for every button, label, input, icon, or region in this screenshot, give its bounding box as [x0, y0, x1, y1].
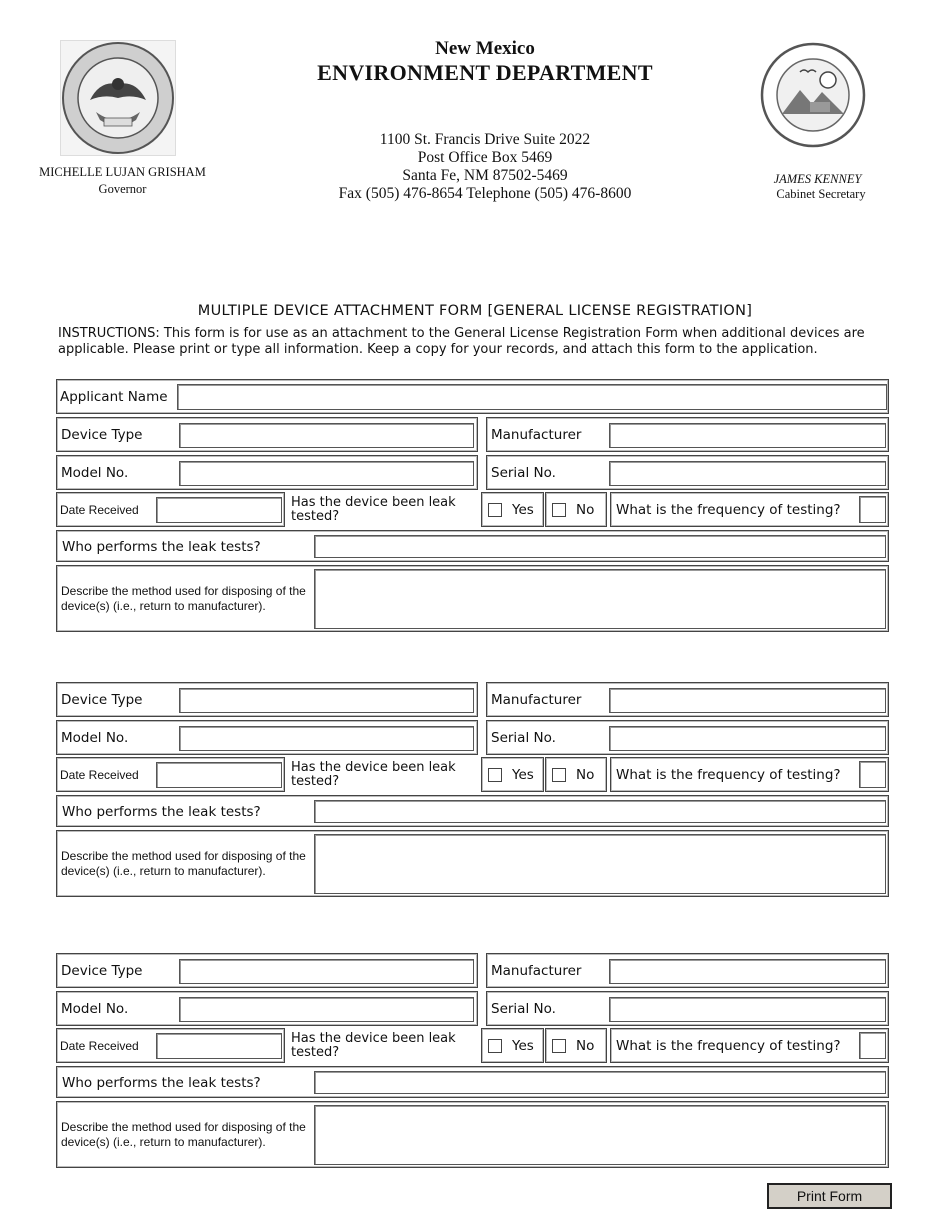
frequency-row — [610, 1028, 889, 1063]
disposal-textarea[interactable] — [314, 1105, 886, 1165]
no-checkbox[interactable] — [552, 1039, 566, 1053]
environment-dept-seal-logo — [760, 42, 866, 148]
device-type-label: Device Type — [61, 963, 143, 979]
who-performs-row — [56, 530, 889, 562]
no-label: No — [576, 1038, 595, 1054]
no-label: No — [576, 502, 595, 518]
no-checkbox[interactable] — [552, 503, 566, 517]
date-received-row — [56, 492, 285, 527]
state-name: New Mexico — [435, 38, 535, 59]
frequency-input[interactable] — [859, 1032, 886, 1059]
date-received-row — [56, 1028, 285, 1063]
manufacturer-row — [486, 417, 889, 452]
no-option[interactable] — [545, 757, 607, 792]
device-type-input[interactable] — [179, 688, 474, 713]
applicant-name-label: Applicant Name — [60, 389, 168, 405]
frequency-input[interactable] — [859, 496, 886, 523]
address-line: Santa Fe, NM 87502-5469 — [402, 167, 568, 184]
device-type-input[interactable] — [179, 959, 474, 984]
yes-label: Yes — [512, 1038, 534, 1054]
model-no-row — [56, 720, 478, 755]
disposal-row — [56, 1101, 889, 1168]
manufacturer-row — [486, 682, 889, 717]
disposal-textarea[interactable] — [314, 569, 886, 629]
model-no-label: Model No. — [61, 1001, 129, 1017]
who-performs-label: Who performs the leak tests? — [62, 804, 261, 820]
date-received-label: Date Received — [60, 1039, 139, 1053]
yes-option[interactable] — [481, 757, 544, 792]
who-performs-label: Who performs the leak tests? — [62, 539, 261, 555]
date-received-input[interactable] — [156, 497, 282, 523]
manufacturer-row — [486, 953, 889, 988]
who-performs-input[interactable] — [314, 800, 886, 823]
serial-no-label: Serial No. — [491, 1001, 556, 1017]
model-no-input[interactable] — [179, 461, 474, 486]
leak-tested-question: Has the device been leak tested? — [291, 1031, 456, 1060]
disposal-row — [56, 565, 889, 632]
who-performs-input[interactable] — [314, 535, 886, 558]
manufacturer-label: Manufacturer — [491, 427, 582, 443]
yes-checkbox[interactable] — [488, 768, 502, 782]
form-title: MULTIPLE DEVICE ATTACHMENT FORM [GENERAL LICENSE REGISTRATION] — [197, 303, 753, 319]
device-type-row — [56, 953, 478, 988]
device-type-row — [56, 682, 478, 717]
model-no-label: Model No. — [61, 730, 129, 746]
leak-tested-question: Has the device been leak tested? — [291, 495, 456, 524]
date-received-label: Date Received — [60, 768, 139, 782]
serial-no-input[interactable] — [609, 461, 886, 486]
date-received-row — [56, 757, 285, 792]
address-line: Post Office Box 5469 — [417, 149, 553, 166]
model-no-row — [56, 991, 478, 1026]
yes-label: Yes — [512, 767, 534, 783]
serial-no-label: Serial No. — [491, 465, 556, 481]
frequency-row — [610, 492, 889, 527]
model-no-input[interactable] — [179, 726, 474, 751]
applicant-row — [56, 379, 889, 414]
address-line: 1100 St. Francis Drive Suite 2022 — [379, 131, 591, 148]
who-performs-label: Who performs the leak tests? — [62, 1075, 261, 1091]
serial-no-input[interactable] — [609, 997, 886, 1022]
serial-no-input[interactable] — [609, 726, 886, 751]
disposal-label: Describe the method used for disposing of the device(s) (i.e., return to manufacturer). — [61, 849, 306, 878]
no-option[interactable] — [545, 1028, 607, 1063]
date-received-input[interactable] — [156, 1033, 282, 1059]
manufacturer-input[interactable] — [609, 423, 886, 448]
yes-label: Yes — [512, 502, 534, 518]
yes-option[interactable] — [481, 1028, 544, 1063]
manufacturer-input[interactable] — [609, 959, 886, 984]
serial-no-row — [486, 455, 889, 490]
device-type-row — [56, 417, 478, 452]
disposal-label: Describe the method used for disposing of the device(s) (i.e., return to manufacturer). — [61, 584, 306, 613]
device-type-label: Device Type — [61, 692, 143, 708]
applicant-name-input[interactable] — [177, 384, 887, 410]
yes-checkbox[interactable] — [488, 503, 502, 517]
no-checkbox[interactable] — [552, 768, 566, 782]
yes-option[interactable] — [481, 492, 544, 527]
governor-name: MICHELLE LUJAN GRISHAM — [39, 165, 206, 179]
manufacturer-label: Manufacturer — [491, 963, 582, 979]
manufacturer-label: Manufacturer — [491, 692, 582, 708]
serial-no-row — [486, 991, 889, 1026]
department-name: ENVIRONMENT DEPARTMENT — [317, 60, 653, 85]
model-no-input[interactable] — [179, 997, 474, 1022]
contact-line: Fax (505) 476-8654 Telephone (505) 476-8600 — [338, 185, 632, 202]
serial-no-row — [486, 720, 889, 755]
frequency-input[interactable] — [859, 761, 886, 788]
date-received-label: Date Received — [60, 503, 139, 517]
who-performs-row — [56, 1066, 889, 1098]
no-label: No — [576, 767, 595, 783]
model-no-row — [56, 455, 478, 490]
frequency-label: What is the frequency of testing? — [616, 502, 841, 518]
serial-no-label: Serial No. — [491, 730, 556, 746]
state-seal-logo — [60, 40, 176, 156]
instructions: INSTRUCTIONS: This form is for use as an attachment to the General License Registration Form when additional devices are applicable. Please print or type all information. Keep a copy for your records, and attach this form to the application. — [58, 326, 865, 357]
secretary-title: Cabinet Secretary — [776, 187, 866, 201]
manufacturer-input[interactable] — [609, 688, 886, 713]
model-no-label: Model No. — [61, 465, 129, 481]
disposal-label: Describe the method used for disposing of the device(s) (i.e., return to manufacturer). — [61, 1120, 306, 1149]
device-type-input[interactable] — [179, 423, 474, 448]
frequency-row — [610, 757, 889, 792]
secretary-name: JAMES KENNEY — [773, 172, 862, 186]
print-form-button[interactable]: Print Form — [767, 1183, 892, 1209]
who-performs-row — [56, 795, 889, 827]
governor-title: Governor — [98, 182, 147, 196]
frequency-label: What is the frequency of testing? — [616, 767, 841, 783]
leak-tested-question: Has the device been leak tested? — [291, 760, 456, 789]
device-type-label: Device Type — [61, 427, 143, 443]
who-performs-input[interactable] — [314, 1071, 886, 1094]
disposal-row — [56, 830, 889, 897]
date-received-input[interactable] — [156, 762, 282, 788]
disposal-textarea[interactable] — [314, 834, 886, 894]
yes-checkbox[interactable] — [488, 1039, 502, 1053]
no-option[interactable] — [545, 492, 607, 527]
frequency-label: What is the frequency of testing? — [616, 1038, 841, 1054]
